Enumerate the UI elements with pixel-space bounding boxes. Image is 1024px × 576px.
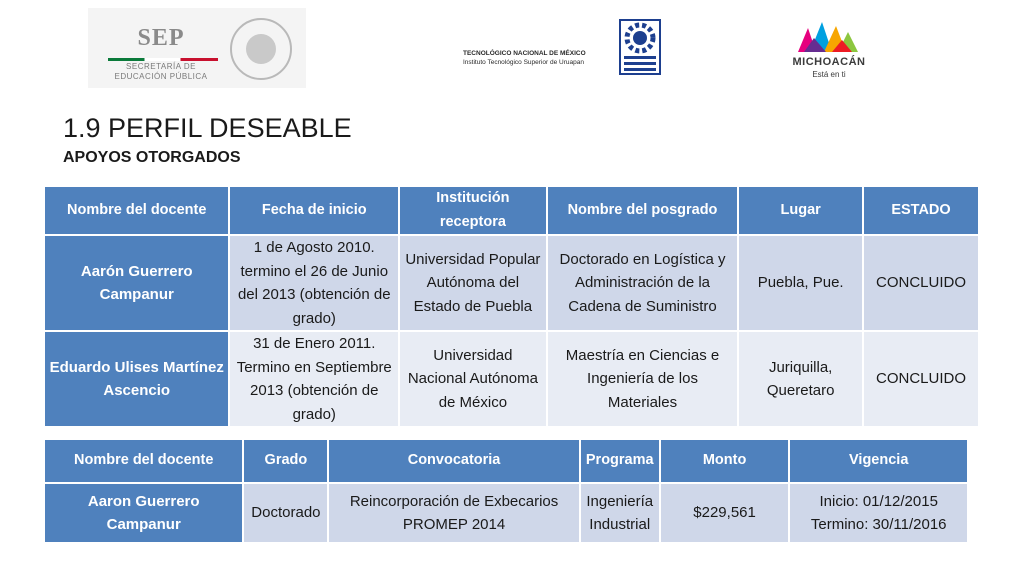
michoacan-logo-icon bbox=[786, 18, 872, 56]
sep-logo-main: SEP bbox=[137, 25, 185, 51]
michoacan-logo bbox=[786, 18, 872, 84]
its-uruapan-logo-icon bbox=[618, 18, 662, 76]
tecnm-line1: TECNOLÓGICO NACIONAL DE MÉXICO bbox=[463, 50, 586, 57]
cell-estado: CONCLUIDO bbox=[863, 235, 979, 331]
table-row bbox=[44, 483, 968, 543]
cell-docente: Aarón Guerrero Campanur bbox=[44, 235, 229, 331]
table-row bbox=[44, 331, 979, 427]
michoacan-logo-tagline: Está en ti bbox=[812, 70, 846, 79]
cell-grado: Doctorado bbox=[243, 483, 328, 543]
page-title: 1.9 PERFIL DESEABLE bbox=[63, 113, 352, 143]
cell-posgrado: Doctorado en Logística y Administración de la Cadena de Suministro bbox=[547, 235, 739, 331]
header-nombre-posgrado: Nombre del posgrado bbox=[547, 186, 739, 235]
cell-programa: Ingeniería Industrial bbox=[580, 483, 660, 543]
cell-institucion: Universidad Nacional Autónoma de México bbox=[399, 331, 547, 427]
cell-fecha: 1 de Agosto 2010. termino el 26 de Junio del 2013 (obtención de grado) bbox=[229, 235, 399, 331]
header-monto: Monto bbox=[660, 439, 790, 483]
tecnm-logo-text bbox=[463, 49, 588, 67]
mexico-seal-icon bbox=[230, 18, 292, 80]
cell-estado: CONCLUIDO bbox=[863, 331, 979, 427]
header-convocatoria: Convocatoria bbox=[328, 439, 579, 483]
cell-docente: Aaron Guerrero Campanur bbox=[44, 483, 243, 543]
cell-institucion: Universidad Popular Autónoma del Estado de Puebla bbox=[399, 235, 547, 331]
tecnm-line2: Instituto Tecnológico Superior de Uruapan bbox=[463, 59, 584, 66]
cell-lugar: Puebla, Pue. bbox=[738, 235, 863, 331]
cell-posgrado: Maestría en Ciencias e Ingeniería de los Materiales bbox=[547, 331, 739, 427]
header-estado: ESTADO bbox=[863, 186, 979, 235]
header-lugar: Lugar bbox=[738, 186, 863, 235]
header-logos bbox=[0, 0, 1024, 100]
cell-monto: $229,561 bbox=[660, 483, 790, 543]
header-nombre-docente: Nombre del docente bbox=[44, 186, 229, 235]
sep-flag-bar bbox=[108, 58, 218, 61]
table-row bbox=[44, 235, 979, 331]
table-header-row bbox=[44, 186, 979, 235]
cell-fecha: 31 de Enero 2011. Termino en Septiembre 2013 (obtención de grado) bbox=[229, 331, 399, 427]
sep-logo-sub1: SECRETARÍA DE bbox=[126, 62, 196, 71]
michoacan-logo-name: MICHOACÁN bbox=[792, 56, 866, 68]
page-subtitle: APOYOS OTORGADOS bbox=[63, 149, 241, 166]
header-vigencia: Vigencia bbox=[789, 439, 968, 483]
header-fecha-inicio: Fecha de inicio bbox=[229, 186, 399, 235]
sep-logo-text bbox=[106, 26, 216, 82]
header-programa: Programa bbox=[580, 439, 660, 483]
sep-logo-sub2: EDUCACIÓN PÚBLICA bbox=[114, 72, 208, 81]
cell-vigencia: Inicio: 01/12/2015 Termino: 30/11/2016 bbox=[789, 483, 968, 543]
posgrado-table bbox=[43, 185, 980, 428]
header-grado: Grado bbox=[243, 439, 328, 483]
cell-convocatoria: Reincorporación de Exbecarios PROMEP 2014 bbox=[328, 483, 579, 543]
header-nombre-docente: Nombre del docente bbox=[44, 439, 243, 483]
apoyos-table bbox=[43, 438, 969, 544]
header-institucion: Institución receptora bbox=[399, 186, 547, 235]
sep-logo bbox=[88, 8, 306, 88]
cell-docente: Eduardo Ulises Martínez Ascencio bbox=[44, 331, 229, 427]
table-header-row bbox=[44, 439, 968, 483]
cell-lugar: Juriquilla, Queretaro bbox=[738, 331, 863, 427]
